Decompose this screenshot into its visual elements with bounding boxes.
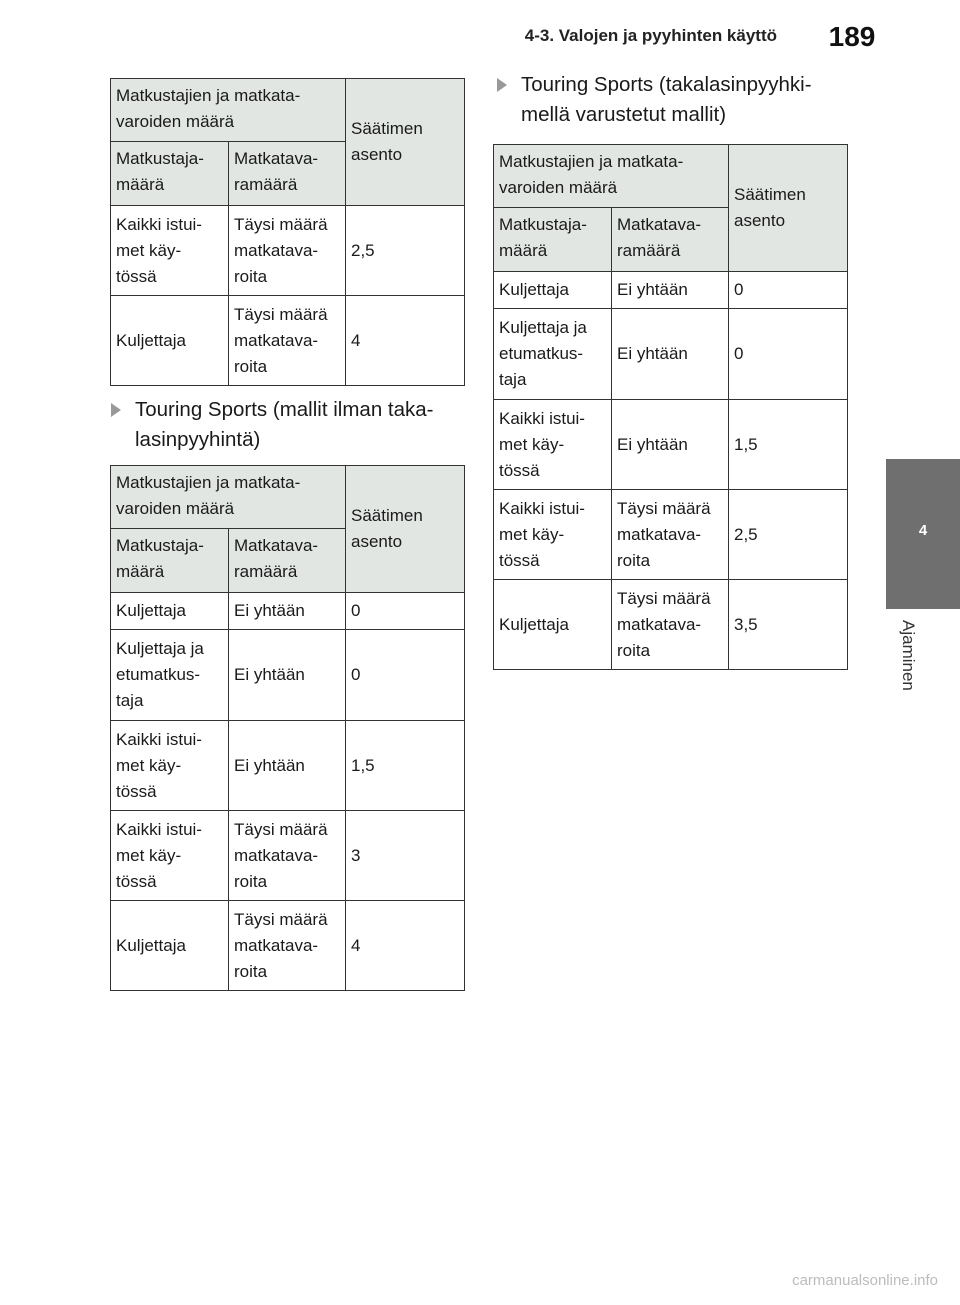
header-luggage: Matkatava- ramäärä	[229, 142, 346, 206]
table-headlight-leveling-2	[110, 465, 465, 991]
cell-position: 3	[346, 811, 465, 901]
cell-position: 3,5	[729, 580, 848, 670]
cell-position: 2,5	[729, 490, 848, 580]
cell-passengers: Kuljettaja	[111, 901, 229, 991]
header-passengers: Matkustaja- määrä	[111, 529, 229, 593]
table-row	[111, 811, 465, 901]
table-row	[111, 296, 465, 386]
cell-luggage: Täysi määrä matkatava- roita	[229, 206, 346, 296]
cell-position: 4	[346, 296, 465, 386]
cell-position: 0	[729, 272, 848, 309]
cell-position: 0	[729, 309, 848, 400]
cell-position: 4	[346, 901, 465, 991]
table-row	[111, 901, 465, 991]
cell-luggage: Ei yhtään	[229, 593, 346, 630]
header-group: Matkustajien ja matkata- varoiden määrä	[494, 145, 729, 208]
header-passengers: Matkustaja- määrä	[111, 142, 229, 206]
header-luggage: Matkatava- ramäärä	[612, 208, 729, 272]
cell-passengers: Kaikki istui- met käy- tössä	[494, 400, 612, 490]
header-luggage: Matkatava- ramäärä	[229, 529, 346, 593]
table-headlight-leveling-1	[110, 78, 465, 386]
chapter-tab	[886, 459, 960, 609]
page-number: 189	[796, 17, 908, 57]
cell-passengers: Kaikki istui- met käy- tössä	[111, 206, 229, 296]
cell-passengers: Kuljettaja ja etumatkus- taja	[494, 309, 612, 400]
cell-luggage: Ei yhtään	[229, 721, 346, 811]
cell-passengers: Kaikki istui- met käy- tössä	[111, 721, 229, 811]
cell-passengers: Kuljettaja	[111, 296, 229, 386]
bullet-triangle-icon	[111, 403, 121, 417]
cell-luggage: Ei yhtään	[612, 400, 729, 490]
header-group: Matkustajien ja matkata- varoiden määrä	[111, 79, 346, 142]
section-heading-text: Touring Sports (mallit ilman taka- lasinpyyhintä)	[135, 398, 434, 451]
section-title: 4-3. Valojen ja pyyhinten käyttö	[524, 26, 777, 45]
section-heading-text: Touring Sports (takalasinpyyhki- mellä varustetut mallit)	[521, 73, 812, 126]
cell-position: 2,5	[346, 206, 465, 296]
chapter-number: 4	[918, 522, 928, 539]
cell-passengers: Kuljettaja	[494, 580, 612, 670]
table-row	[111, 721, 465, 811]
header-position: Säätimen asento	[346, 466, 465, 593]
table-headlight-leveling-3	[493, 144, 848, 670]
section-heading-no-rear-wiper	[111, 395, 471, 455]
table-row	[494, 580, 848, 670]
cell-luggage: Ei yhtään	[612, 309, 729, 400]
cell-luggage: Täysi määrä matkatava- roita	[229, 296, 346, 386]
cell-position: 0	[346, 593, 465, 630]
page-header	[0, 0, 960, 69]
cell-passengers: Kuljettaja ja etumatkus- taja	[111, 630, 229, 721]
cell-position: 1,5	[729, 400, 848, 490]
cell-luggage: Täysi määrä matkatava- roita	[612, 580, 729, 670]
watermark: carmanualsonline.info	[792, 1272, 938, 1289]
cell-passengers: Kuljettaja	[111, 593, 229, 630]
cell-luggage: Ei yhtään	[612, 272, 729, 309]
table-row	[111, 630, 465, 721]
cell-passengers: Kaikki istui- met käy- tössä	[111, 811, 229, 901]
header-position: Säätimen asento	[346, 79, 465, 206]
cell-luggage: Täysi määrä matkatava- roita	[229, 901, 346, 991]
cell-luggage: Täysi määrä matkatava- roita	[612, 490, 729, 580]
bullet-triangle-icon	[497, 78, 507, 92]
header-group: Matkustajien ja matkata- varoiden määrä	[111, 466, 346, 529]
table-row	[494, 309, 848, 400]
cell-luggage: Täysi määrä matkatava- roita	[229, 811, 346, 901]
table-row	[111, 206, 465, 296]
cell-position: 0	[346, 630, 465, 721]
header-rule	[0, 62, 960, 68]
table-row	[494, 400, 848, 490]
table-row	[494, 272, 848, 309]
table-row	[111, 593, 465, 630]
section-heading-with-rear-wiper	[497, 70, 857, 130]
header-passengers: Matkustaja- määrä	[494, 208, 612, 272]
table-row	[494, 490, 848, 580]
header-position: Säätimen asento	[729, 145, 848, 272]
chapter-label: Ajaminen	[899, 620, 918, 691]
cell-position: 1,5	[346, 721, 465, 811]
cell-passengers: Kuljettaja	[494, 272, 612, 309]
cell-luggage: Ei yhtään	[229, 630, 346, 721]
cell-passengers: Kaikki istui- met käy- tössä	[494, 490, 612, 580]
